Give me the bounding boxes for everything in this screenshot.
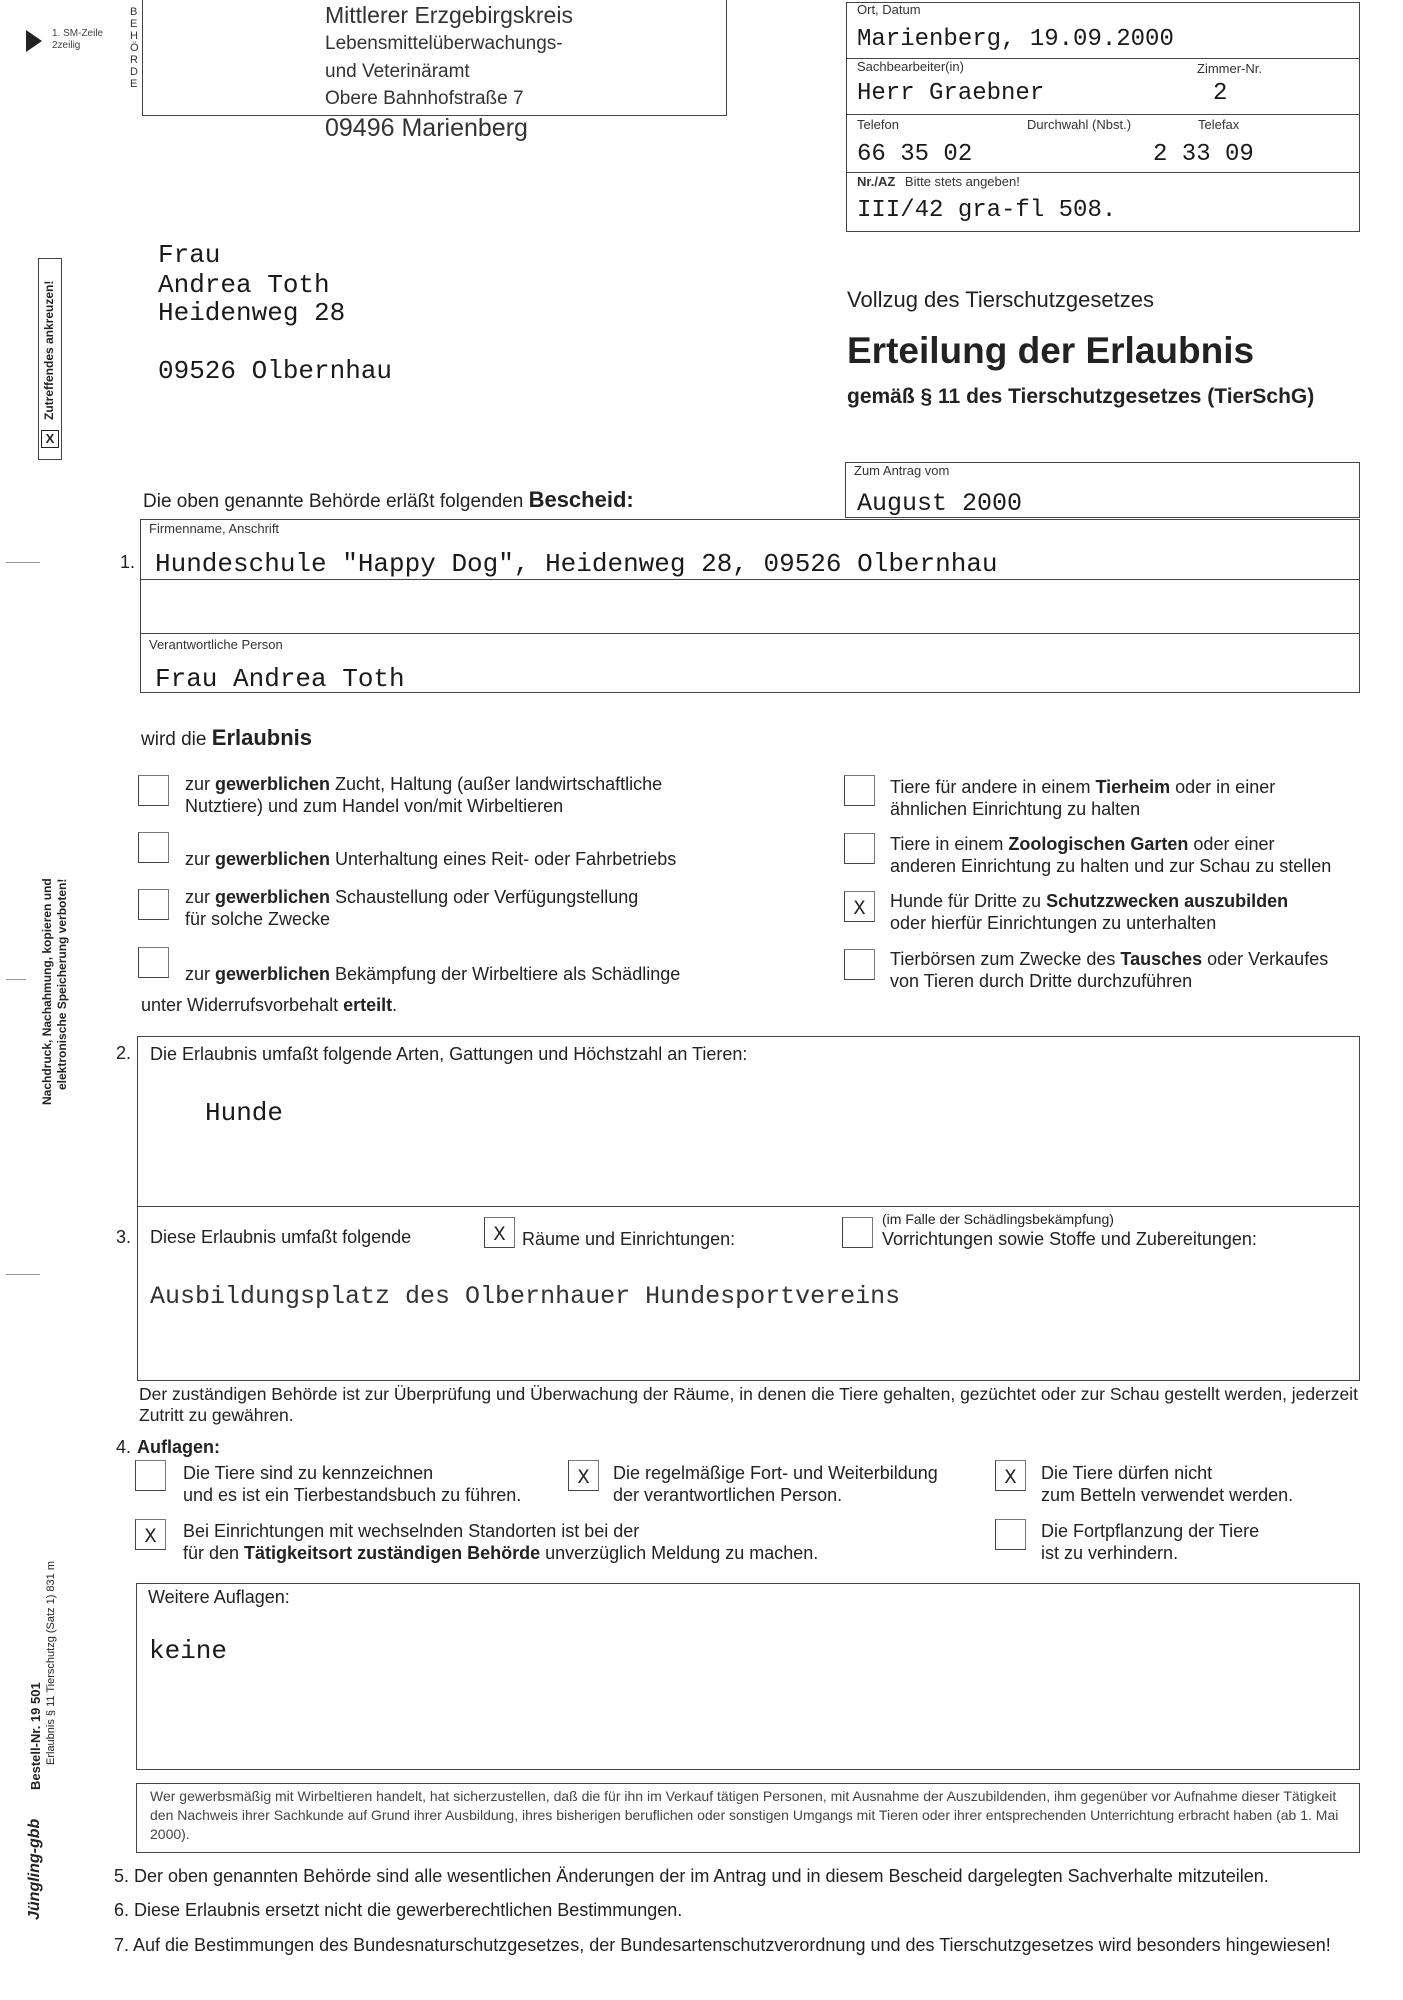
option-riding-pre: zur [185,849,216,869]
condition-begging-line2: zum Betteln verwendet werden. [1041,1485,1294,1505]
option-exhibition-checkbox[interactable] [138,889,169,920]
option-zoo-bold: Zoologischen Garten [1008,834,1189,854]
fold-mark-middle [6,979,26,980]
reference-label [857,174,1020,189]
rooms-checkbox[interactable]: X [484,1217,515,1248]
option-pest-control-post: Bekämpfung der Wirbeltiere als Schädlinge [330,964,681,984]
room-label: Zimmer-Nr. [1197,61,1262,76]
option-exhibition-post: Schaustellung oder Verfügungstellung [330,887,639,907]
option-breeding-pre: zur [185,774,216,794]
option-zoo-label [890,833,1331,877]
clerk-value: Herr Graebner [857,80,1045,107]
company-value: Hundeschule "Happy Dog", Heidenweg 28, 09526 Olbernhau [155,549,998,579]
condition-marking-line1: Die Tiere sind zu kennzeichnen [183,1463,434,1483]
option-guard-dog-training-label [890,890,1288,934]
condition-begging-checkbox[interactable]: X [995,1460,1026,1491]
option-guard-dog-training-line2: oder hierfür Einrichtungen zu unterhalten [890,913,1217,933]
clerk-label: Sachbearbeiter(in) [857,59,964,74]
option-exhibition-label [185,886,638,930]
option-guard-dog-training-bold: Schutzzwecken auszubilden [1046,891,1289,911]
application-date-value: August 2000 [857,489,1023,518]
condition-begging-line1: Die Tiere dürfen nicht [1041,1463,1213,1483]
condition-training-line1: Die regelmäßige Fort- und Weiterbildung [613,1463,938,1483]
section-2-label: Die Erlaubnis umfaßt folgende Arten, Gattungen und Höchstzahl an Tieren: [150,1044,748,1064]
option-guard-dog-training-checkbox[interactable]: X [844,891,875,922]
option-zoo-post: oder einer [1188,834,1275,854]
option-riding-bold: gewerblichen [215,849,331,869]
condition-marking-checkbox[interactable] [135,1460,166,1491]
option-breeding-post: Zucht, Haltung (außer landwirtschaftliche [330,774,663,794]
sm-zeile-note: 1. SM-Zeile 2zeilig [52,28,104,51]
section-4-label: Auflagen: [137,1437,220,1457]
order-subline: Erlaubnis § 11 Tierschutzg (Satz 1) 831 m [45,1560,57,1765]
option-animal-exchange-checkbox[interactable] [844,949,875,980]
info-divider-2 [846,114,1360,115]
phone-value: 66 35 02 [857,141,973,168]
option-animal-shelter-bold: Tierheim [1095,777,1171,797]
option-animal-shelter-post: oder in einer [1170,777,1276,797]
title-pre: Vollzug des Tierschutzgesetzes [847,287,1154,312]
behoerde-vertical-label: BEHÖRDE [130,6,139,90]
reference-value: III/42 gra-fl 508. [857,197,1117,224]
condition-changing-locations-label [183,1520,818,1564]
section-1-divider-2 [140,633,1360,634]
option-zoo-checkbox[interactable] [844,833,875,864]
reference-label-bold: Nr./AZ [857,174,896,189]
further-conditions-label: Weitere Auflagen: [148,1587,290,1607]
authority-city: 09496 Marienberg [325,114,528,142]
option-pest-control-bold: gewerblichen [215,964,331,984]
condition-changing-locations-post: unverzüglich Meldung zu machen. [540,1543,819,1563]
title-sub: gemäß § 11 des Tierschutzgesetzes (TierSchG) [847,385,1315,408]
date-label: Ort, Datum [857,2,921,17]
section-3-label: Diese Erlaubnis umfaßt folgende [150,1227,412,1247]
access-clause: Der zuständigen Behörde ist zur Überprüfung und Überwachung der Räume, in denen die Tiere gehalten, gezüchtet oder zur Schau gestellt werden, jederzeit Zutritt zu gewähren. [139,1384,1358,1425]
date-value: Marienberg, 19.09.2000 [857,26,1174,53]
recipient-salutation: Frau [158,240,221,270]
recipient-name: Andrea Toth [158,270,330,300]
option-animal-shelter-label [890,776,1275,820]
authority-department: Lebensmittelüberwachungs- [325,33,563,54]
condition-marking-line2: und es ist ein Tierbestandsbuch zu führen. [183,1485,522,1505]
authority-street: Obere Bahnhofstraße 7 [325,88,524,109]
option-animal-exchange-post: oder Verkaufes [1202,949,1329,969]
condition-marking-label [183,1462,521,1506]
fold-mark-top [6,562,40,563]
option-breeding-line2: Nutztiere) und zum Handel von/mit Wirbeltieren [185,796,564,816]
option-exhibition-pre: zur [185,887,216,907]
option-animal-exchange-pre: Tierbörsen zum Zwecke des [890,949,1121,969]
condition-changing-locations-pre: für den [183,1543,245,1563]
revocation-clause [141,995,397,1016]
permission-intro-text: wird die [141,729,207,750]
fold-mark-bottom [6,1274,40,1275]
pest-control-note: (im Falle der Schädlingsbekämpfung) [882,1211,1114,1227]
option-riding-checkbox[interactable] [138,832,169,863]
footer-point-5: 5. Der oben genannten Behörde sind alle wesentlichen Änderungen der im Antrag und in diesem Bescheid dargelegten Sachverhalte mitzuteilen. [114,1866,1269,1886]
option-animal-exchange-line2: von Tieren durch Dritte durchzuführen [890,971,1193,991]
decision-intro-bold: Bescheid: [528,487,634,512]
responsible-person-label: Verantwortliche Person [149,637,283,652]
condition-changing-locations-line1: Bei Einrichtungen mit wechselnden Standorten ist bei der [183,1521,640,1541]
rooms-label: Räume und Einrichtungen: [522,1229,736,1249]
option-pest-control-pre: zur [185,964,216,984]
section-3-number: 3. [116,1227,132,1247]
company-label: Firmenname, Anschrift [149,521,280,536]
section-2-number: 2. [116,1043,132,1063]
condition-training-label [613,1462,938,1506]
option-zoo-line2: anderen Einrichtung zu halten und zur Schau zu stellen [890,856,1332,876]
devices-label: Vorrichtungen sowie Stoffe und Zubereitungen: [882,1229,1257,1249]
sm-marker-icon [26,30,42,52]
further-conditions-box [136,1583,1360,1770]
decision-intro [143,487,634,513]
extension-label: Durchwahl (Nbst.) [1027,117,1132,132]
order-number: Bestell-Nr. 19 501 [28,1682,43,1790]
option-breeding-bold: gewerblichen [215,774,331,794]
recipient-city: 09526 Olbernhau [158,356,393,386]
permission-intro-bold: Erlaubnis [211,725,313,750]
condition-breeding-prevention-checkbox[interactable] [995,1519,1026,1550]
ankreuzen-hint: Zutreffendes ankreuzen! [42,280,56,420]
reference-hint: Bitte stets angeben! [904,174,1020,189]
option-animal-exchange-label [890,948,1328,992]
option-animal-exchange-bold: Tausches [1120,949,1203,969]
title-main: Erteilung der Erlaubnis [847,330,1255,371]
authority-department-2: und Veterinäramt [325,61,470,82]
condition-begging-label [1041,1462,1293,1506]
expertise-notice: Wer gewerbsmäßig mit Wirbeltieren handelt, hat sicherzustellen, daß die für ihn im Verkauf tätigen Personen, mit Ausnahme der Auszubildenden, ihm gegenüber vor Aufnahme dieser Tätigkeit den Nachweis ihrer Sachkunde auf Grund ihrer Ausbildung, ihres bisherigen beruflichen oder sonstigen Umgangs mit Tieren oder ihrer entsprechenden Unterrichtung erbracht haben (ab 1. Mai 2000). [150,1788,1339,1842]
option-breeding-checkbox[interactable] [138,775,169,806]
footer-point-7: 7. Auf die Bestimmungen des Bundesnaturschutzgesetzes, der Bundesartenschutzverordnung und des Tierschutzgesetzes wird besonders hingewiesen! [114,1935,1331,1955]
option-zoo-pre: Tiere in einem [890,834,1009,854]
condition-training-line2: der verantwortlichen Person. [613,1485,843,1505]
ankreuzen-sample-box: X [41,430,59,448]
option-pest-control-checkbox[interactable] [138,947,169,978]
section-1-divider-1 [140,579,1360,580]
copyright-line-1: Nachdruck, Nachahmung, kopieren und [40,878,54,1105]
option-animal-shelter-checkbox[interactable] [844,775,875,806]
recipient-street: Heidenweg 28 [158,298,346,328]
info-divider-3 [846,172,1360,173]
section-4-number: 4. [116,1437,132,1457]
option-pest-control-label [185,963,680,985]
premises-value: Ausbildungsplatz des Olbernhauer Hundesportvereins [150,1282,901,1311]
option-animal-shelter-line2: ähnlichen Einrichtung zu halten [890,799,1141,819]
condition-breeding-prevention-label [1041,1520,1259,1564]
footer-point-6: 6. Diese Erlaubnis ersetzt nicht die gewerberechtlichen Bestimmungen. [114,1900,683,1920]
phone-label: Telefon [857,117,899,132]
publisher-logo: Jüngling-gbb [26,1818,43,1920]
further-conditions-value: keine [149,1636,228,1666]
option-riding-label [185,848,676,870]
option-breeding-label [185,773,662,817]
condition-training-checkbox[interactable]: X [568,1460,599,1491]
option-exhibition-line2: für solche Zwecke [185,909,331,929]
fax-value: 2 33 09 [1153,141,1254,168]
section-1-number: 1. [120,552,136,572]
option-guard-dog-training-pre: Hunde für Dritte zu [890,891,1047,911]
decision-intro-text: Die oben genannte Behörde erläßt folgenden [143,491,524,512]
fax-label: Telefax [1198,117,1240,132]
revocation-clause-bold: erteilt [343,995,393,1015]
condition-breeding-prevention-line2: ist zu verhindern. [1041,1543,1179,1563]
option-riding-post: Unterhaltung eines Reit- oder Fahrbetriebs [330,849,677,869]
condition-changing-locations-checkbox[interactable]: X [135,1519,166,1550]
condition-breeding-prevention-line1: Die Fortpflanzung der Tiere [1041,1521,1260,1541]
revocation-clause-end: . [392,995,398,1015]
option-animal-shelter-pre: Tiere für andere in einem [890,777,1096,797]
devices-checkbox[interactable] [842,1217,873,1248]
authority-name: Mittlerer Erzgebirgskreis [325,2,573,28]
condition-changing-locations-bold: Tätigkeitsort zuständigen Behörde [244,1543,541,1563]
responsible-person-value: Frau Andrea Toth [155,664,405,694]
revocation-clause-text: unter Widerrufsvorbehalt [141,995,339,1015]
animals-value: Hunde [205,1098,284,1128]
copyright-line-2: elektronische Speicherung verboten! [55,878,69,1090]
application-date-label: Zum Antrag vom [854,463,950,478]
permission-intro [141,725,312,751]
option-exhibition-bold: gewerblichen [215,887,331,907]
room-value: 2 [1213,80,1228,107]
